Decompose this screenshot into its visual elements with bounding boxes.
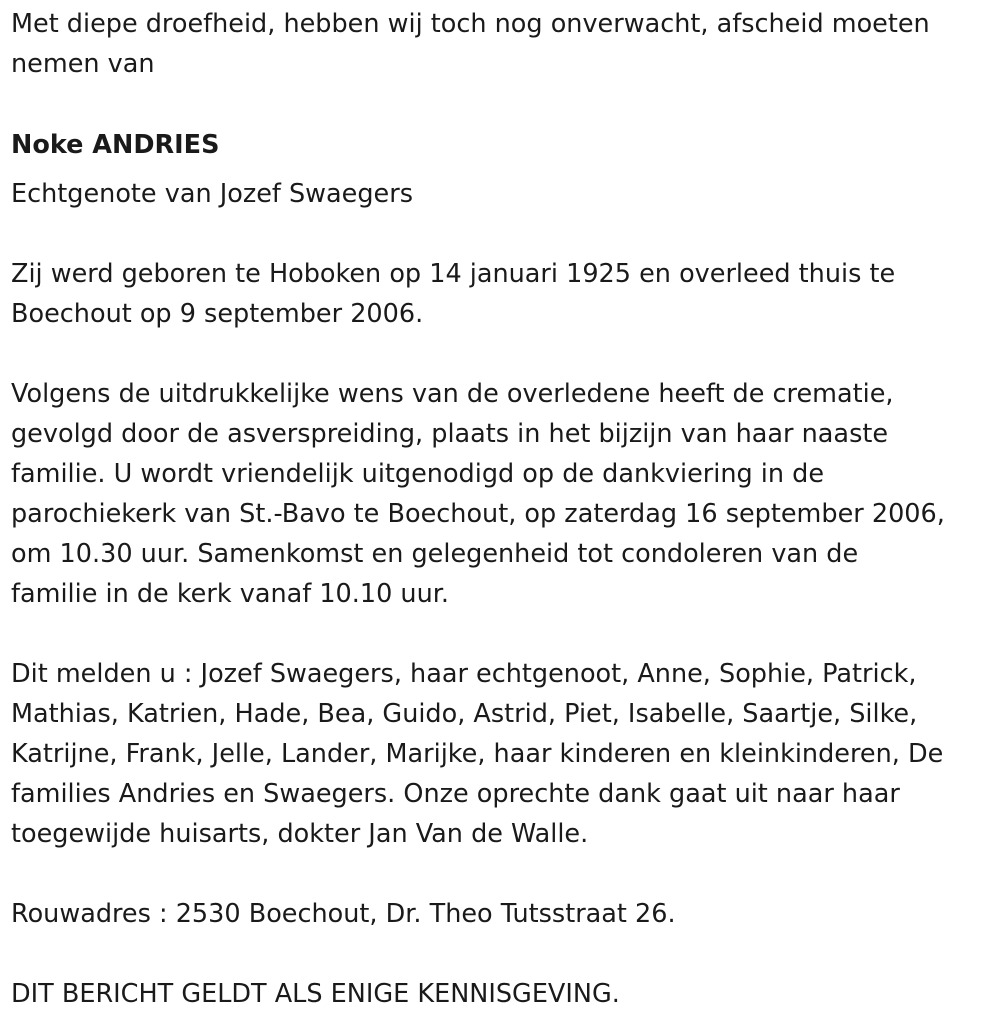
- birth-death-line-1: Zij werd geboren te Hoboken op 14 januari 1925 en overleed thuis te: [11, 259, 896, 289]
- ceremony-line-3: familie. U wordt vriendelijk uitgenodigd op de dankviering in de: [11, 459, 825, 489]
- announcers-line-4: families Andries en Swaegers. Onze oprechte dank gaat uit naar haar: [11, 779, 900, 809]
- closing-statement: DIT BERICHT GELDT ALS ENIGE KENNISGEVING.: [11, 979, 620, 1009]
- spouse-line: Echtgenote van Jozef Swaegers: [11, 179, 413, 209]
- intro-line-1: Met diepe droefheid, hebben wij toch nog onverwacht, afscheid moeten: [11, 9, 930, 39]
- ceremony-line-6: familie in de kerk vanaf 10.10 uur.: [11, 579, 449, 609]
- mourning-address: Rouwadres : 2530 Boechout, Dr. Theo Tutsstraat 26.: [11, 899, 676, 929]
- announcers-line-1: Dit melden u : Jozef Swaegers, haar echtgenoot, Anne, Sophie, Patrick,: [11, 659, 917, 689]
- birth-death-line-2: Boechout op 9 september 2006.: [11, 299, 424, 329]
- deceased-name: Noke ANDRIES: [11, 130, 220, 160]
- ceremony-line-5: om 10.30 uur. Samenkomst en gelegenheid tot condoleren van de: [11, 539, 859, 569]
- ceremony-line-1: Volgens de uitdrukkelijke wens van de overledene heeft de crematie,: [11, 379, 894, 409]
- ceremony-line-2: gevolgd door de asverspreiding, plaats in het bijzijn van haar naaste: [11, 419, 889, 449]
- ceremony-line-4: parochiekerk van St.-Bavo te Boechout, op zaterdag 16 september 2006,: [11, 499, 945, 529]
- announcers-line-2: Mathias, Katrien, Hade, Bea, Guido, Astrid, Piet, Isabelle, Saartje, Silke,: [11, 699, 918, 729]
- announcers-line-3: Katrijne, Frank, Jelle, Lander, Marijke, haar kinderen en kleinkinderen, De: [11, 739, 944, 769]
- announcers-line-5: toegewijde huisarts, dokter Jan Van de Walle.: [11, 819, 589, 849]
- intro-line-2: nemen van: [11, 49, 155, 79]
